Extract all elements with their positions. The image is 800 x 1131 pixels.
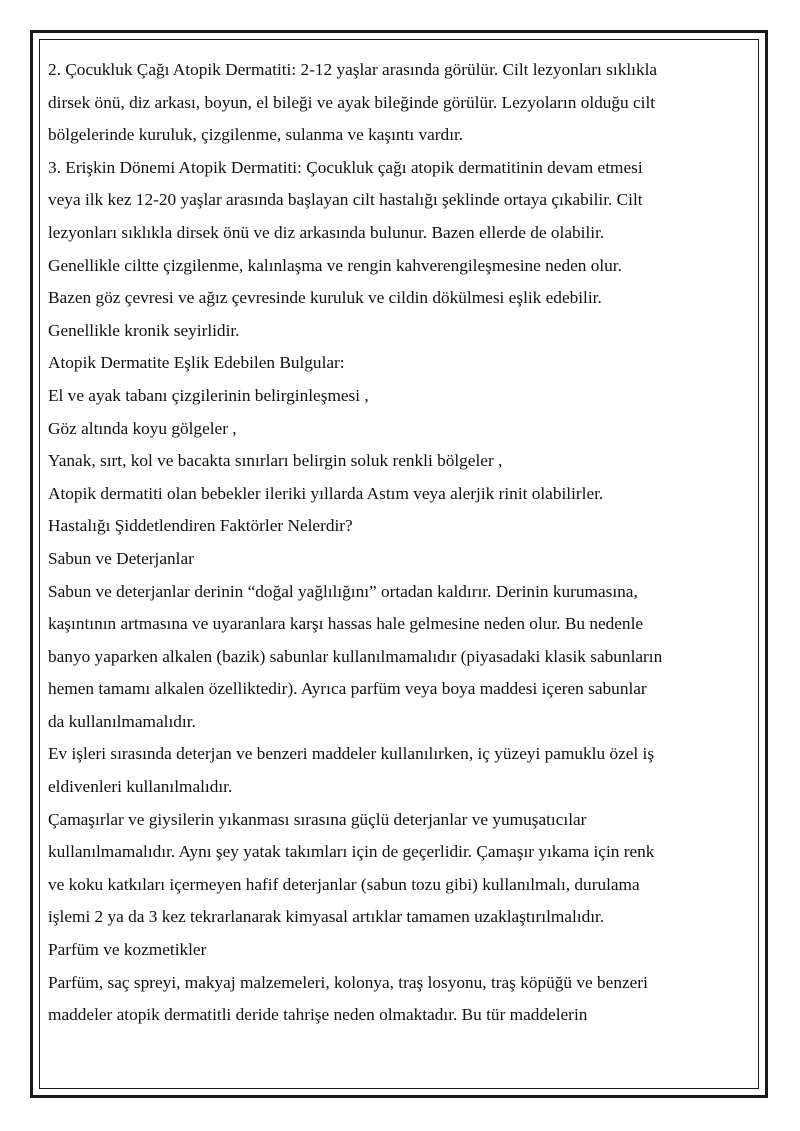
text-line: El ve ayak tabanı çizgilerinin belirginleşmesi , — [48, 385, 369, 405]
text-line: kullanılmamalıdır. Aynı şey yatak takımları için de geçerlidir. Çamaşır yıkama için renk — [48, 842, 655, 862]
text-line: Yanak, sırt, kol ve bacakta sınırları belirgin soluk renkli bölgeler , — [48, 451, 503, 471]
text-line: bölgelerinde kuruluk, çizgilenme, sulanma ve kaşıntı vardır. — [48, 125, 464, 145]
text-line: ve koku katkıları içermeyen hafif deterjanlar (sabun tozu gibi) kullanılmalı, durulama — [48, 874, 640, 894]
text-line: Atopik dermatiti olan bebekler ileriki yıllarda Astım veya alerjik rinit olabilirler. — [48, 483, 604, 503]
document-body — [48, 54, 738, 1032]
text-line: da kullanılmamalıdır. — [48, 711, 196, 731]
text-line: Çamaşırlar ve giysilerin yıkanması sırasına güçlü deterjanlar ve yumuşatıcılar — [48, 809, 587, 829]
section-heading: Hastalığı Şiddetlendiren Faktörler Nelerdir? — [48, 516, 353, 536]
text-line: 2. Çocukluk Çağı Atopik Dermatiti: 2-12 yaşlar arasında görülür. Cilt lezyonları sıklıkla — [48, 60, 658, 79]
text-line: maddeler atopik dermatitli deride tahrişe neden olmaktadır. Bu tür maddelerin — [48, 1005, 588, 1025]
text-line: veya ilk kez 12-20 yaşlar arasında başlayan cilt hastalığı şeklinde ortaya çıkabilir. Cilt — [48, 190, 643, 210]
section-heading: Atopik Dermatite Eşlik Edebilen Bulgular: — [48, 353, 345, 373]
text-line: hemen tamamı alkalen özelliktedir). Ayrıca parfüm veya boya maddesi içeren sabunlar — [48, 679, 647, 699]
section-heading: Sabun ve Deterjanlar — [48, 548, 194, 568]
text-line: Genellikle ciltte çizgilenme, kalınlaşma ve rengin kahverengileşmesine neden olur. — [48, 255, 622, 275]
text-line: Ev işleri sırasında deterjan ve benzeri maddeler kullanılırken, iç yüzeyi pamuklu özel iş — [48, 744, 655, 764]
text-line: banyo yaparken alkalen (bazik) sabunlar kullanılmamalıdır (piyasadaki klasik sabunların — [48, 646, 663, 666]
text-line: lezyonları sıklıkla dirsek önü ve diz arkasında bulunur. Bazen ellerde de olabilir. — [48, 222, 605, 242]
section-heading: Parfüm ve kozmetikler — [48, 940, 207, 960]
text-line: işlemi 2 ya da 3 kez tekrarlanarak kimyasal artıklar tamamen uzaklaştırılmalıdır. — [48, 907, 605, 927]
text-line: kaşıntının artmasına ve uyaranlara karşı hassas hale gelmesine neden olur. Bu nedenle — [48, 614, 644, 634]
text-line: Bazen göz çevresi ve ağız çevresinde kuruluk ve cildin dökülmesi eşlik edebilir. — [48, 288, 602, 308]
text-line: dirsek önü, diz arkası, boyun, el bileği ve ayak bileğinde görülür. Lezyoların olduğu cilt — [48, 92, 656, 112]
text-line: 3. Erişkin Dönemi Atopik Dermatiti: Çocukluk çağı atopik dermatitinin devam etmesi — [48, 157, 643, 177]
text-line: Parfüm, saç spreyi, makyaj malzemeleri, kolonya, traş losyonu, traş köpüğü ve benzeri — [48, 972, 648, 992]
text-line: eldivenleri kullanılmalıdır. — [48, 777, 233, 797]
text-line: Göz altında koyu gölgeler , — [48, 418, 237, 438]
text-line: Sabun ve deterjanlar derinin “doğal yağlılığını” ortadan kaldırır. Derinin kurumasına, — [48, 581, 638, 601]
text-line: Genellikle kronik seyirlidir. — [48, 320, 240, 340]
